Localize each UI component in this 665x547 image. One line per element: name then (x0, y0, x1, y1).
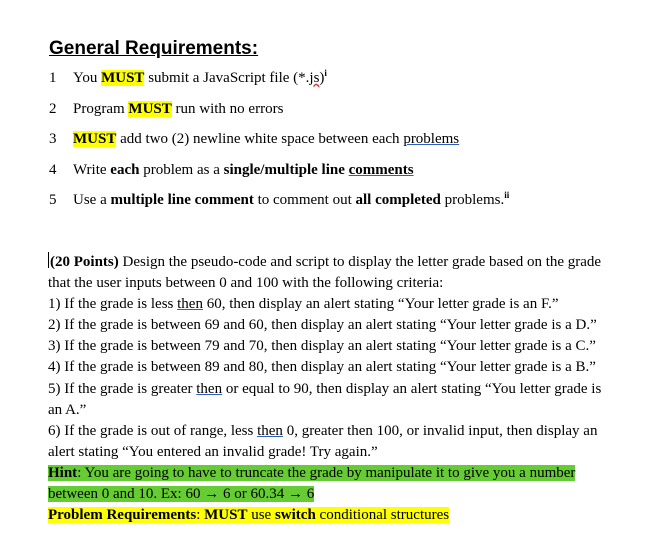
requirement-number: 4 (49, 162, 57, 178)
text-cursor (48, 252, 49, 268)
bold-text: all completed (355, 192, 441, 208)
criteria-1 (48, 294, 648, 315)
requirement-5 (49, 191, 509, 209)
bold-text: single/multiple line (223, 162, 345, 178)
requirement-text: You (73, 70, 102, 86)
problem-line: that the user inputs between 0 and 100 with the following criteria: (48, 275, 444, 292)
requirement-text: Use a (73, 192, 111, 208)
hint-label: Hint (48, 464, 78, 481)
criteria-2: 2) If the grade is between 69 and 60, then display an alert stating “Your letter grade is a D.” (48, 317, 597, 334)
requirement-1 (49, 69, 327, 87)
must-highlight: MUST (101, 70, 145, 86)
requirement-text: problem as a (139, 162, 224, 178)
requirements-text: : (196, 507, 205, 524)
must-highlight: MUST (128, 101, 172, 117)
requirements-text: conditional structures (315, 507, 450, 524)
problem-requirements (48, 505, 648, 526)
requirements-highlight (48, 507, 449, 523)
requirement-number: 2 (49, 101, 57, 117)
hint-line (48, 463, 648, 484)
criteria-text: 0, greater then 100, or invalid input, then display an (282, 422, 598, 439)
criteria-6 (48, 421, 648, 442)
requirement-number: 5 (49, 192, 57, 208)
requirement-number: 1 (49, 70, 57, 86)
criteria-text: 6) If the grade is out of range, less (48, 422, 258, 439)
requirement-text: run with no errors (171, 101, 284, 117)
hint-line-2 (48, 484, 648, 505)
requirement-text: Write (73, 162, 111, 178)
criteria-6-cont: alert stating “You entered an invalid grade! Try again.” (48, 443, 378, 460)
bold-text: multiple line comment (110, 192, 254, 208)
criteria-text: 1) If the grade is less (48, 296, 178, 313)
requirement-2 (49, 100, 283, 118)
criteria-text: 60, then display an alert stating “Your letter grade is an F.” (202, 296, 559, 313)
criteria-5-cont: an A.” (48, 401, 87, 418)
requirement-text: problems. (440, 192, 505, 208)
problem-line (48, 252, 648, 273)
endnote-ref: i (324, 68, 327, 78)
hint-highlight: between 0 and 10. Ex: 60 → 6 or 60.34 → 6 (48, 486, 315, 503)
requirement-3 (49, 130, 459, 148)
page-heading: General Requirements: (49, 38, 259, 59)
grammar-flag: then (196, 380, 223, 397)
criteria-text: 5) If the grade is greater (48, 380, 197, 397)
requirements-label: Problem Requirements (48, 507, 197, 524)
requirement-text: ) (319, 70, 325, 86)
requirements-text: use (247, 507, 275, 524)
criteria-4: 4) If the grade is between 89 and 80, then display an alert stating “Your letter grade is a B.” (48, 359, 596, 376)
bold-text: each (110, 162, 140, 178)
spelling-flag: js (309, 70, 320, 86)
problem-text: Design the pseudo-code and script to display the letter grade based on the grade (118, 254, 602, 270)
grammar-flag: problems (403, 131, 460, 147)
criteria-5 (48, 379, 648, 400)
criteria-3: 3) If the grade is between 79 and 70, then display an alert stating “Your letter grade is a C.” (48, 338, 596, 355)
hint-text: : You are going to have to truncate the grade by manipulate it to give you a number (77, 464, 576, 481)
requirement-4 (49, 161, 414, 179)
points-label: (20 Points) (50, 254, 119, 270)
grammar-flag: then (257, 422, 283, 439)
requirement-text: submit a JavaScript file (*. (144, 70, 310, 86)
criteria-text: or equal to 90, then display an alert stating “You letter grade is (222, 380, 602, 397)
must-text: MUST (204, 507, 248, 524)
grammar-flag: then (177, 296, 203, 313)
switch-text: switch (274, 507, 316, 524)
must-highlight: MUST (73, 131, 117, 147)
grammar-flag: comments (348, 162, 414, 178)
hint-highlight (48, 465, 575, 481)
requirement-text: add two (2) newline white space between each (116, 131, 404, 147)
endnote-ref: ii (504, 190, 510, 200)
requirement-text: Program (73, 101, 129, 117)
requirement-text: to comment out (253, 192, 356, 208)
problem-section (48, 252, 648, 526)
requirement-number: 3 (49, 131, 57, 147)
